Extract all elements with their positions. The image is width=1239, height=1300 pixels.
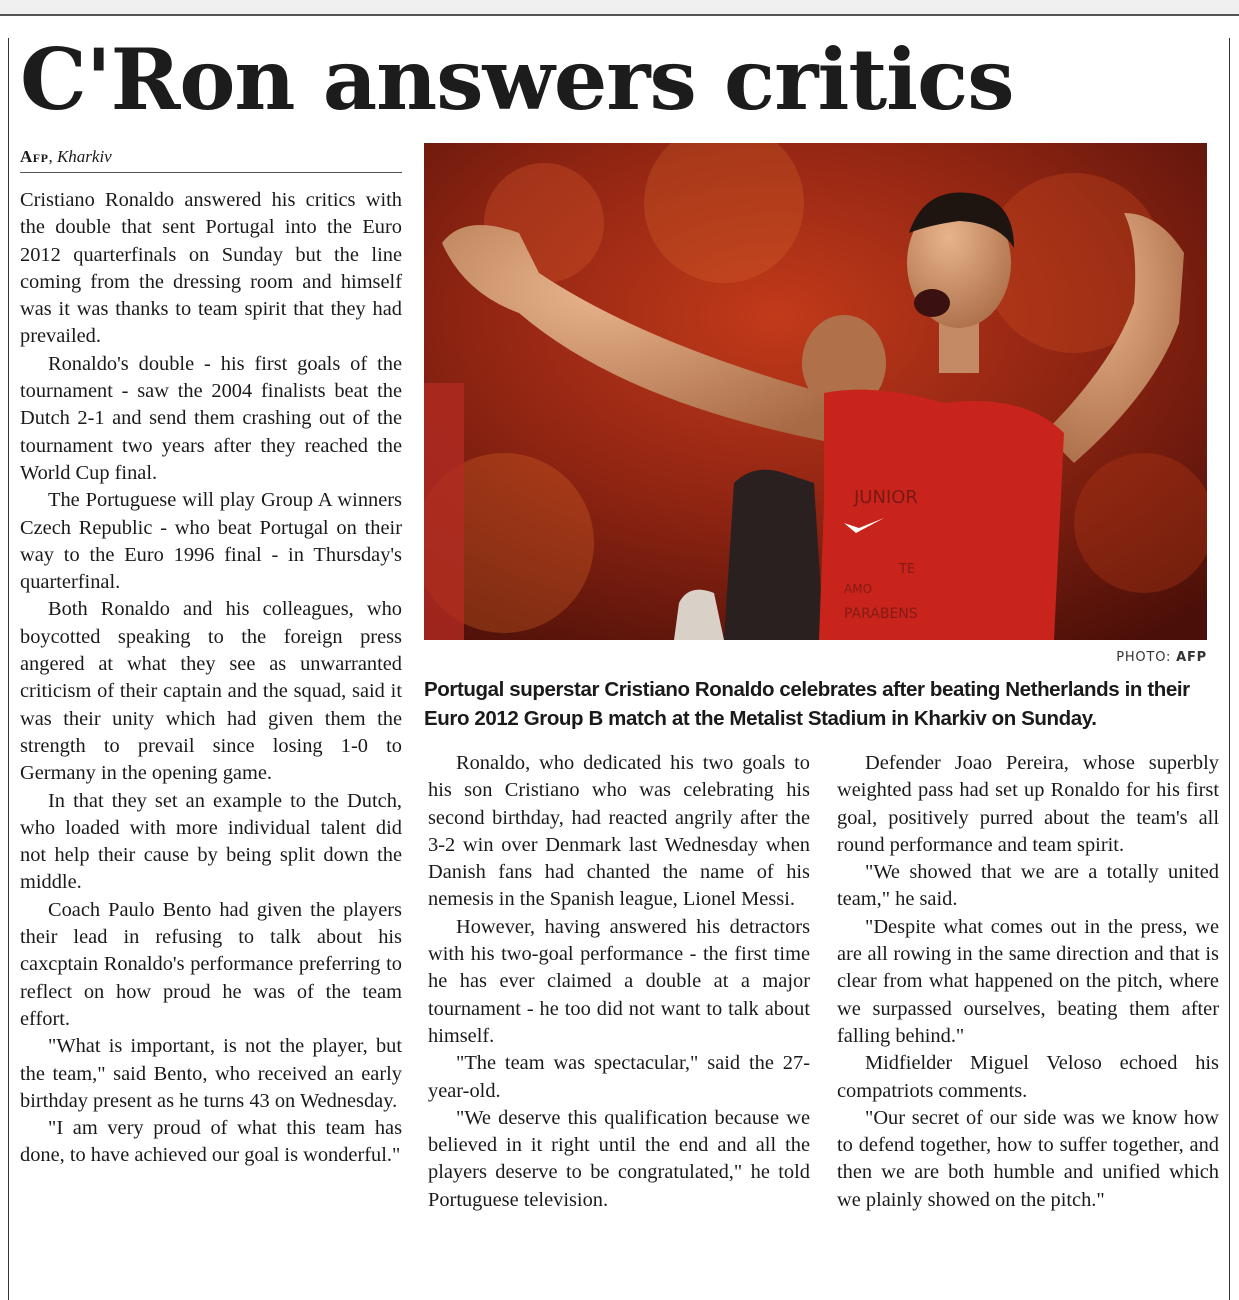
paragraph: "We showed that we are a totally united team," he said.	[837, 861, 1219, 911]
photo-credit	[1000, 650, 1207, 665]
paragraph: Cristiano Ronaldo answered his critics with the double that sent Portugal into the Euro 2012 quarterfinals on Sunday but the line coming from the dressing room and himself was it was thanks to team spirit that they had prevailed.	[20, 189, 402, 348]
news-photo	[424, 143, 1207, 640]
byline-separator: ,	[48, 147, 57, 166]
byline-agency: Afp	[20, 147, 49, 166]
paragraph: However, having answered his detractors with his two-goal performance - the first time he has ever claimed a double at a major tournament - he too did not want to talk about himself.	[428, 915, 810, 1047]
byline-rule	[20, 172, 402, 173]
article-column-3	[837, 750, 1219, 1214]
paragraph: "The team was spectacular," said the 27-year-old.	[428, 1052, 810, 1102]
headline: C'Ron answers critics	[20, 30, 1014, 129]
byline	[20, 146, 112, 168]
right-rule	[1229, 38, 1230, 1300]
paragraph: Ronaldo, who dedicated his two goals to his son Cristiano who was celebrating his second birthday, had reacted angrily after the 3-2 win over Denmark last Wednesday when Danish fans had chanted the name of his nemesis in the Spanish league, Lionel Messi.	[428, 752, 810, 911]
photo-caption: Portugal superstar Cristiano Ronaldo celebrates after beating Netherlands in their Euro 2012 Group B match at the Metalist Stadium in Kharkiv on Sunday.	[424, 678, 1190, 730]
paragraph: Coach Paulo Bento had given the players their lead in refusing to talk about his caxcptain Ronaldo's performance preferring to reflect on how proud he was of the team effort.	[20, 898, 402, 1030]
shirt-text-1: JUNIOR	[854, 487, 918, 508]
paragraph: Defender Joao Pereira, whose superbly weighted pass had set up Ronaldo for his first goal, positively purred about the team's all round performance and team spirit.	[837, 752, 1219, 856]
top-border	[0, 0, 1239, 16]
paragraph: "Our secret of our side was we know how to defend together, how to suffer together, and then we are both humble and unified which we plainly showed on the pitch."	[837, 1106, 1219, 1211]
paragraph: "Despite what comes out in the press, we are all rowing in the same direction and that is clear from what happened on the pitch, where we surpassed ourselves, beating them after falling behind."	[837, 915, 1219, 1047]
left-rule	[8, 38, 9, 1300]
byline-place: Kharkiv	[56, 147, 112, 166]
shirt-text-4: PARABENS	[844, 606, 918, 622]
paragraph: "What is important, is not the player, but the team," said Bento, who received an early birthday present as he turns 43 on Wednesday.	[20, 1035, 402, 1112]
paragraph: "We deserve this qualification because we believed in it right until the end and all the players deserve to be congratulated," he told Portuguese television.	[428, 1106, 810, 1211]
photo-credit-source: AFP	[1176, 650, 1207, 665]
paragraph: In that they set an example to the Dutch, who loaded with more individual talent did not help their cause by being split down the middle.	[20, 789, 402, 894]
shirt-text-2: TE	[899, 562, 916, 577]
paragraph: "I am very proud of what this team has done, to have achieved our goal is wonderful."	[20, 1117, 402, 1167]
photo-credit-label: PHOTO:	[1116, 650, 1177, 665]
shirt-text-3: AMO	[844, 582, 873, 596]
article-column-1	[20, 187, 402, 1170]
article-column-2	[428, 750, 810, 1214]
paragraph: Ronaldo's double - his first goals of the tournament - saw the 2004 finalists beat the Dutch 2-1 and send them crashing out of the tournament two years after they reached the World Cup final.	[20, 352, 402, 484]
paragraph: Midfielder Miguel Veloso echoed his compatriots comments.	[837, 1052, 1219, 1102]
paragraph: The Portuguese will play Group A winners Czech Republic - who beat Portugal on their way to the Euro 1996 final - in Thursday's quarterfinal.	[20, 489, 402, 594]
paragraph: Both Ronaldo and his colleagues, who boycotted speaking to the foreign press angered at what they see as unwarranted criticism of their captain and the squad, said it was their unity which had given them the strength to prevail since losing 1-0 to Germany in the opening game.	[20, 598, 402, 785]
